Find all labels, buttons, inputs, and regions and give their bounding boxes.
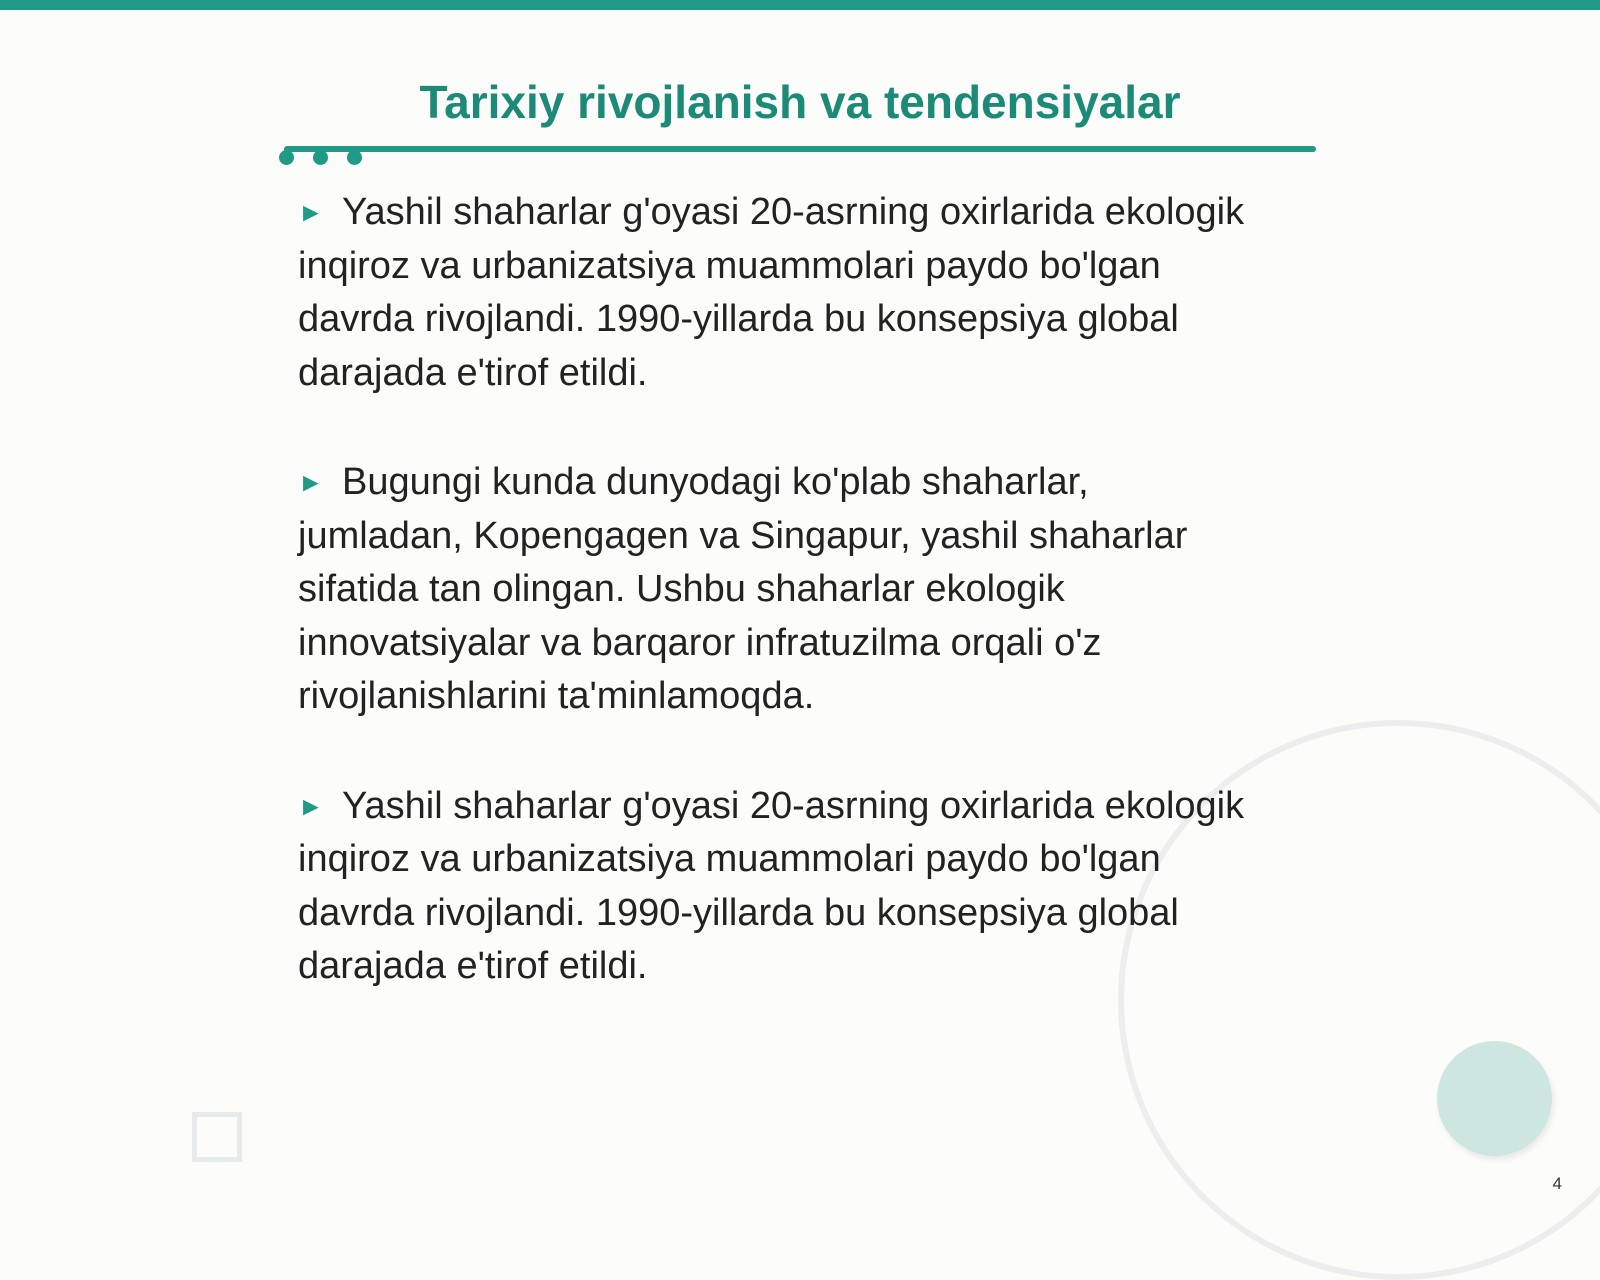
top-accent-bar — [0, 0, 1600, 10]
bullet-list — [298, 186, 1318, 1050]
underline-dot — [279, 150, 294, 165]
underline-dot — [313, 150, 328, 165]
bullet-text: Yashil shaharlar g'oyasi 20-asrning oxirlarida ekologik inqiroz va urbanizatsiya muammolari paydo bo'lgan davrda rivojlandi. 1990-yillarda bu konsepsiya global darajada e'tirof etildi. — [298, 784, 1245, 987]
bullet-item — [298, 186, 1318, 400]
slide-title: Tarixiy rivojlanish va tendensiyalar — [419, 76, 1181, 128]
triangle-right-icon: ► — [298, 790, 324, 821]
title-underline — [284, 146, 1316, 152]
bullet-text: Yashil shaharlar g'oyasi 20-asrning oxirlarida ekologik inqiroz va urbanizatsiya muammolari paydo bo'lgan davrda rivojlandi. 1990-yillarda bu konsepsiya global darajada e'tirof etildi. — [298, 191, 1245, 394]
bullet-item — [298, 780, 1318, 994]
triangle-right-icon: ► — [298, 197, 324, 227]
underline-dot — [347, 150, 362, 165]
decorative-square — [192, 1112, 242, 1162]
decorative-circle — [1437, 1041, 1552, 1156]
page-number: 4 — [1552, 1174, 1562, 1193]
bullet-item — [298, 456, 1318, 724]
bullet-text: Bugungi kunda dunyodagi ko'plab shaharlar, jumladan, Kopengagen va Singapur, yashil shaharlar sifatida tan olingan. Ushbu shaharlar ekologik innovatsiyalar va barqaror infratuzilma orqali o'z rivojlanishlarini ta'minlamoqda. — [298, 461, 1188, 717]
triangle-right-icon: ► — [298, 467, 324, 497]
